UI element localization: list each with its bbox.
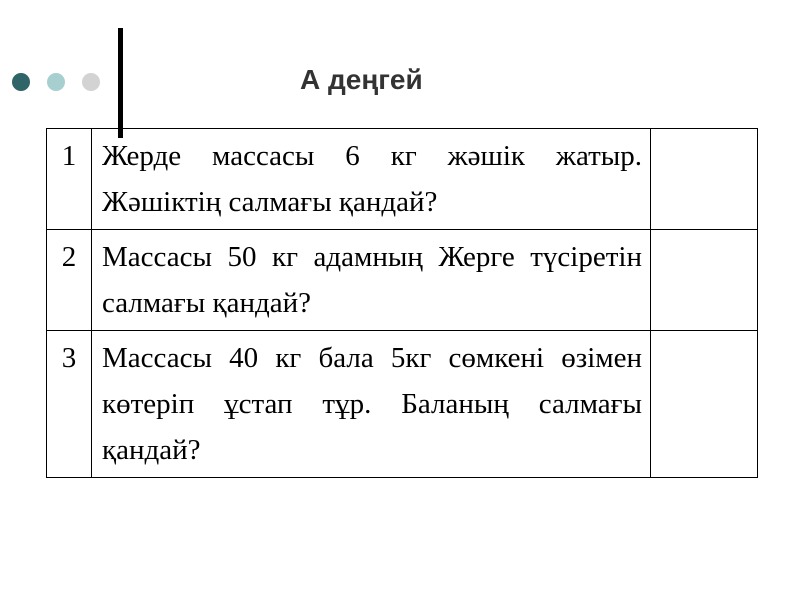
question-number: 2 <box>47 230 92 331</box>
question-text: Жерде массасы 6 кг жәшік жатыр. Жәшіктің салмағы қандай? <box>92 129 651 230</box>
answer-cell[interactable] <box>651 129 758 230</box>
question-text: Массасы 40 кг бала 5кг сөмкені өзімен көтеріп ұстап тұр. Баланың салмағы қандай? <box>92 331 651 478</box>
question-number: 3 <box>47 331 92 478</box>
slide-title: А деңгей <box>300 64 423 95</box>
question-text: Массасы 50 кг адамның Жерге түсіретін салмағы қандай? <box>92 230 651 331</box>
bullet-dot-gray <box>82 73 100 91</box>
bullet-dot-light <box>47 73 65 91</box>
answer-cell[interactable] <box>651 230 758 331</box>
vertical-divider <box>118 28 123 138</box>
table-row <box>47 129 758 230</box>
questions-table <box>46 128 758 478</box>
answer-cell[interactable] <box>651 331 758 478</box>
table-row <box>47 230 758 331</box>
table-row <box>47 331 758 478</box>
question-number: 1 <box>47 129 92 230</box>
bullet-dot-dark <box>12 73 30 91</box>
